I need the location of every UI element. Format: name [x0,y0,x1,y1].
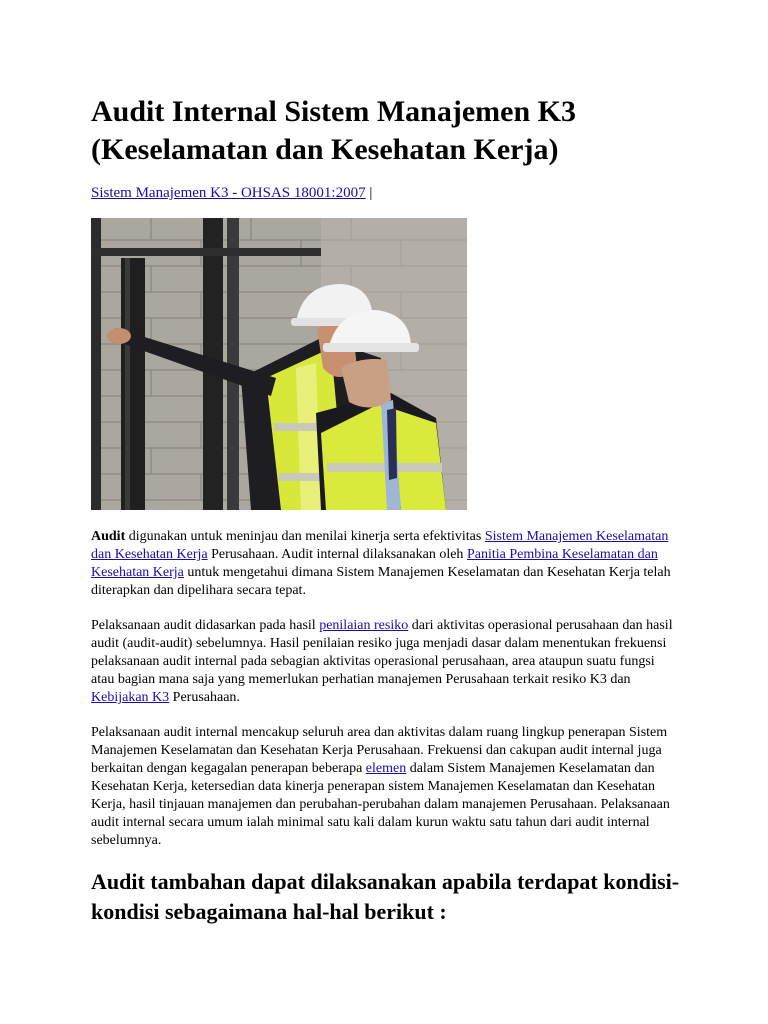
breadcrumb-separator: | [365,185,373,201]
link-panitia-pembina[interactable]: Panitia Pembina Keselamatan dan Kesehatan Kerja [91,547,658,580]
section-heading: Audit tambahan dapat dilaksanakan apabila terdapat kondisi-kondisi sebagaimana hal-hal berikut : [91,869,680,924]
paragraph-text: Perusahaan. Audit internal dilaksanakan oleh [207,547,467,562]
article-photo [91,218,467,510]
bold-term: Audit [91,529,126,544]
category-link[interactable]: Sistem Manajemen K3 - OHSAS 18001:2007 [91,185,366,201]
paragraph-audit-basis [91,617,681,707]
link-kebijakan-k3[interactable]: Kebijakan K3 [91,690,170,705]
paragraph-text: dalam Sistem Manajemen Keselamatan dan Kesehatan Kerja, ketersedian data kinerja penerapan sistem Manajemen Keselamatan dan Kesehatan Kerja, hasil tinjauan manajemen dan perubahan-perubahan dalam manajemen Perusahaan. Pelaksanaan audit internal secara umum ialah minimal satu kali dalam kurun waktu satu tahun dari audit internal sebelumnya. [91,761,670,848]
paragraph-text: Pelaksanaan audit didasarkan pada hasil [91,618,320,633]
link-penilaian-resiko[interactable]: penilaian resiko [319,618,409,633]
paragraph-audit-scope [91,724,681,850]
breadcrumb [91,183,372,203]
link-sistem-manajemen[interactable]: Sistem Manajemen Keselamatan dan Kesehatan Kerja [91,529,669,562]
paragraph-audit-definition [91,528,681,600]
workers-photo-illustration [91,218,467,510]
link-elemen[interactable]: elemen [365,761,407,776]
paragraph-text: dari aktivitas operasional perusahaan dan hasil audit (audit-audit) sebelumnya. Hasil penilaian resiko juga menjadi dasar dalam menentukan frekuensi pelaksanaan audit internal pada sebagian aktivitas operasional perusahaan, area ataupun suatu fungsi atau bagian mana saja yang memerlukan perhatian manajemen Perusahaan terkait resiko K3 dan [91,618,673,687]
page-title: Audit Internal Sistem Manajemen K3 (Keselamatan dan Kesehatan Kerja) [91,95,576,166]
paragraph-text: untuk mengetahui dimana Sistem Manajemen Keselamatan dan Kesehatan Kerja telah diterapkan dan dipelihara secara tepat. [91,565,671,598]
paragraph-text: Perusahaan. [169,690,240,705]
paragraph-text: digunakan untuk meninjau dan menilai kinerja serta efektivitas [125,529,485,544]
paragraph-text: Pelaksanaan audit internal mencakup seluruh area dan aktivitas dalam ruang lingkup penerapan Sistem Manajemen Keselamatan dan Kesehatan Kerja Perusahaan. Frekuensi dan cakupan audit internal juga berkaitan dengan kegagalan penerapan beberapa [91,725,668,776]
